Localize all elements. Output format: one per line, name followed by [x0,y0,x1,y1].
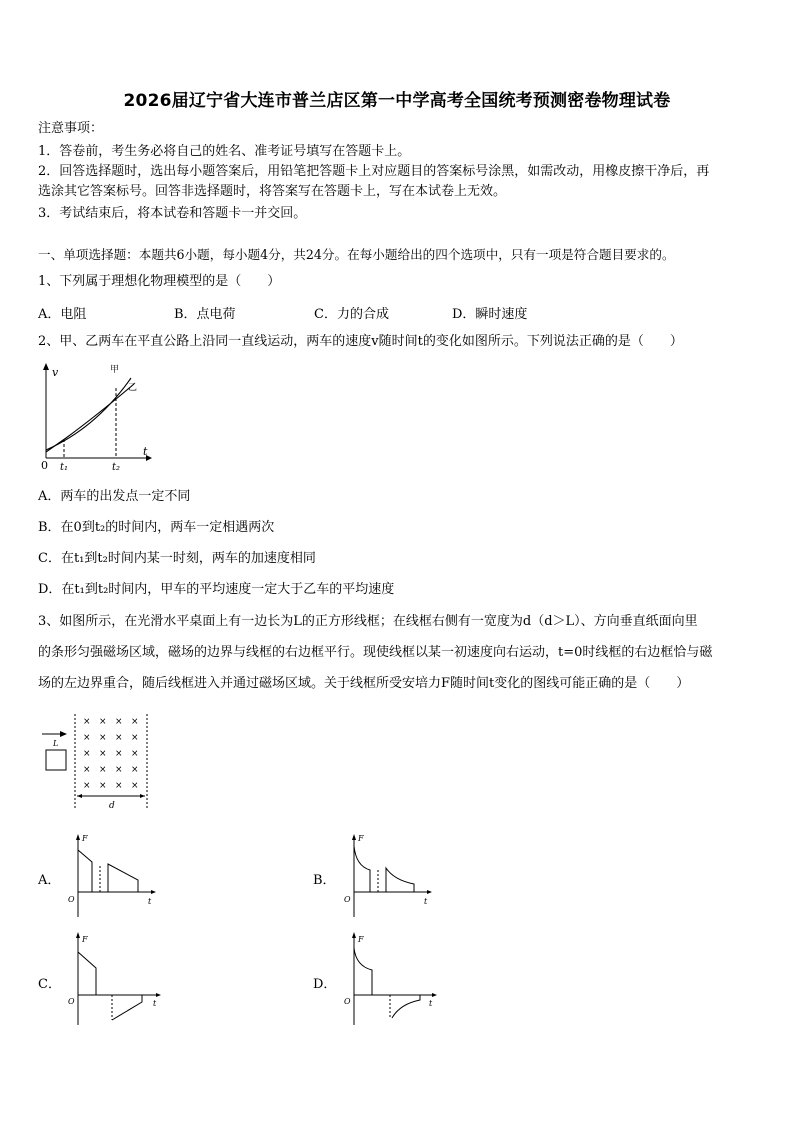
graph-d-f-label: F [358,935,364,944]
field-x-mark: × [115,781,123,791]
q3-d-label: d [109,801,115,811]
notice-item-2-cont: 选涂其它答案标号。回答非选择题时，将答案写在答题卡上，写在本试卷上无效。 [38,184,507,199]
graph-b-f-label: F [358,834,364,843]
q3-graph-c [66,930,166,1030]
graph-a-o-label: O [68,895,75,904]
q1-option-c: C．力的合成 [314,307,389,322]
graph-d-t-arrow [432,993,437,997]
q3-option-c-label: C． [38,977,61,992]
q3-stem-line-2: 的条形匀强磁场区域，磁场的边界与线框的右边框平行。现使线框以某一初速度向右运动，t=0时线框的右边框恰与磁 [38,645,713,660]
graph-d-t-label: t [429,999,433,1008]
q3-graph-d [342,930,442,1030]
q2-v-label: v [52,366,59,379]
field-x-mark: × [83,733,91,743]
field-x-mark: × [115,733,123,743]
q3-graph-a [66,832,161,922]
graph-d-f-arrow [352,932,356,938]
notice-heading: 注意事项： [38,121,104,136]
notice-item-2: 2．回答选择题时，选出每小题答案后，用铅笔把答题卡上对应题目的答案标号涂黑，如需改动，用橡皮擦干净后，再 [38,164,710,179]
graph-a-t-arrow [151,890,156,894]
q3-l-label: L [53,739,59,748]
q1-option-b: B．点电荷 [174,307,236,322]
graph-c-t-arrow [156,993,161,997]
field-x-mark: × [131,717,139,727]
notice-item-1: 1．答卷前，考生务必将自己的姓名、准考证号填写在答题卡上。 [38,144,411,159]
q2-option-a: A．两车的出发点一定不同 [38,489,191,504]
q3-option-b-label: B． [313,873,336,888]
q2-option-d: D．在t₁到t₂时间内，甲车的平均速度一定大于乙车的平均速度 [38,582,395,597]
graph-b-entry-segment [354,846,370,892]
field-x-mark: × [83,765,91,775]
q2-t2-label: t₂ [112,462,121,473]
q3-velocity-arrowhead [60,731,67,737]
q3-stem-line-3: 场的左边界重合，随后线框进入并通过磁场区域。关于线框所受安培力F随时间t变化的图线可能正确的是（ ） [38,676,690,691]
q2-t1-label: t₁ [60,462,69,473]
q2-option-b: B．在0到t₂的时间内，两车一定相遇两次 [38,520,275,535]
field-x-mark: × [83,781,91,791]
field-x-mark: × [131,781,139,791]
q2-t-label: t [143,445,148,458]
q2-curve-jia [46,378,131,450]
field-x-mark: × [115,765,123,775]
q2-origin-label: 0 [41,459,48,472]
field-x-mark: × [99,717,107,727]
q3-option-d-label: D． [313,977,337,992]
graph-c-f-label: F [82,935,88,944]
q1-option-d: D．瞬时速度 [452,307,528,322]
graph-a-t-label: t [148,897,152,906]
q1-options [38,303,758,321]
field-x-mark: × [83,749,91,759]
q2-v-axis-arrow [43,363,49,370]
q3-stem-line-1: 3、如图所示，在光滑水平桌面上有一边长为L的正方形线框；在线框右侧有一宽度为d（d＞L）、方向垂直纸面向里 [38,614,698,629]
graph-c-exit-segment [112,995,142,1020]
q3-option-a-label: A． [38,873,61,888]
graph-c-entry-segment [78,952,96,995]
graph-b-o-label: O [344,895,351,904]
graph-c-f-arrow [76,932,80,938]
graph-d-entry-segment [354,948,372,995]
q3-setup-figure [40,712,158,814]
graph-a-f-label: F [82,834,88,843]
field-x-mark: × [99,749,107,759]
q2-stem: 2、甲、乙两车在平直公路上沿同一直线运动，两车的速度v随时间t的变化如图所示。下列说法正确的是（ ） [38,334,683,349]
field-x-mark: × [99,781,107,791]
q3-d-arrow-left [77,794,82,798]
field-x-mark: × [99,733,107,743]
q2-vt-graph [36,358,156,473]
q1-option-a: A．电阻 [38,307,87,322]
graph-b-t-label: t [424,897,428,906]
section-heading: 一、单项选择题：本题共6小题，每小题4分，共24分。在每小题给出的四个选项中，只有一项是符合题目要求的。 [38,247,675,262]
graph-a-f-arrow [76,834,80,840]
graph-c-o-label: O [68,997,75,1006]
field-x-mark: × [131,765,139,775]
q3-d-arrow-right [140,794,145,798]
graph-d-exit-segment [392,995,420,1018]
notice-item-3: 3．考试结束后，将本试卷和答题卡一并交回。 [38,206,307,221]
q2-option-c: C．在t₁到t₂时间内某一时刻，两车的加速度相同 [38,551,316,566]
graph-b-t-arrow [427,890,432,894]
graph-a-exit-segment [108,864,138,892]
field-x-mark: × [83,717,91,727]
graph-b-f-arrow [352,834,356,840]
q3-square-loop [46,750,66,770]
graph-c-t-label: t [153,999,157,1008]
graph-a-entry-segment [78,850,92,892]
q2-yi-label: 乙 [128,383,138,393]
q3-field-marks [83,717,139,791]
graph-b-exit-segment [386,868,414,892]
field-x-mark: × [131,749,139,759]
field-x-mark: × [115,717,123,727]
graph-d-o-label: O [344,997,351,1006]
field-x-mark: × [99,765,107,775]
q2-jia-label: 甲 [110,365,120,375]
field-x-mark: × [115,749,123,759]
page-title: 2026届辽宁省大连市普兰店区第一中学高考全国统考预测密卷物理试卷 [123,91,671,111]
q3-graph-b [342,832,437,922]
q2-curve-yi [46,384,134,452]
field-x-mark: × [131,733,139,743]
q1-stem: 1、下列属于理想化物理模型的是（ ） [38,274,281,289]
